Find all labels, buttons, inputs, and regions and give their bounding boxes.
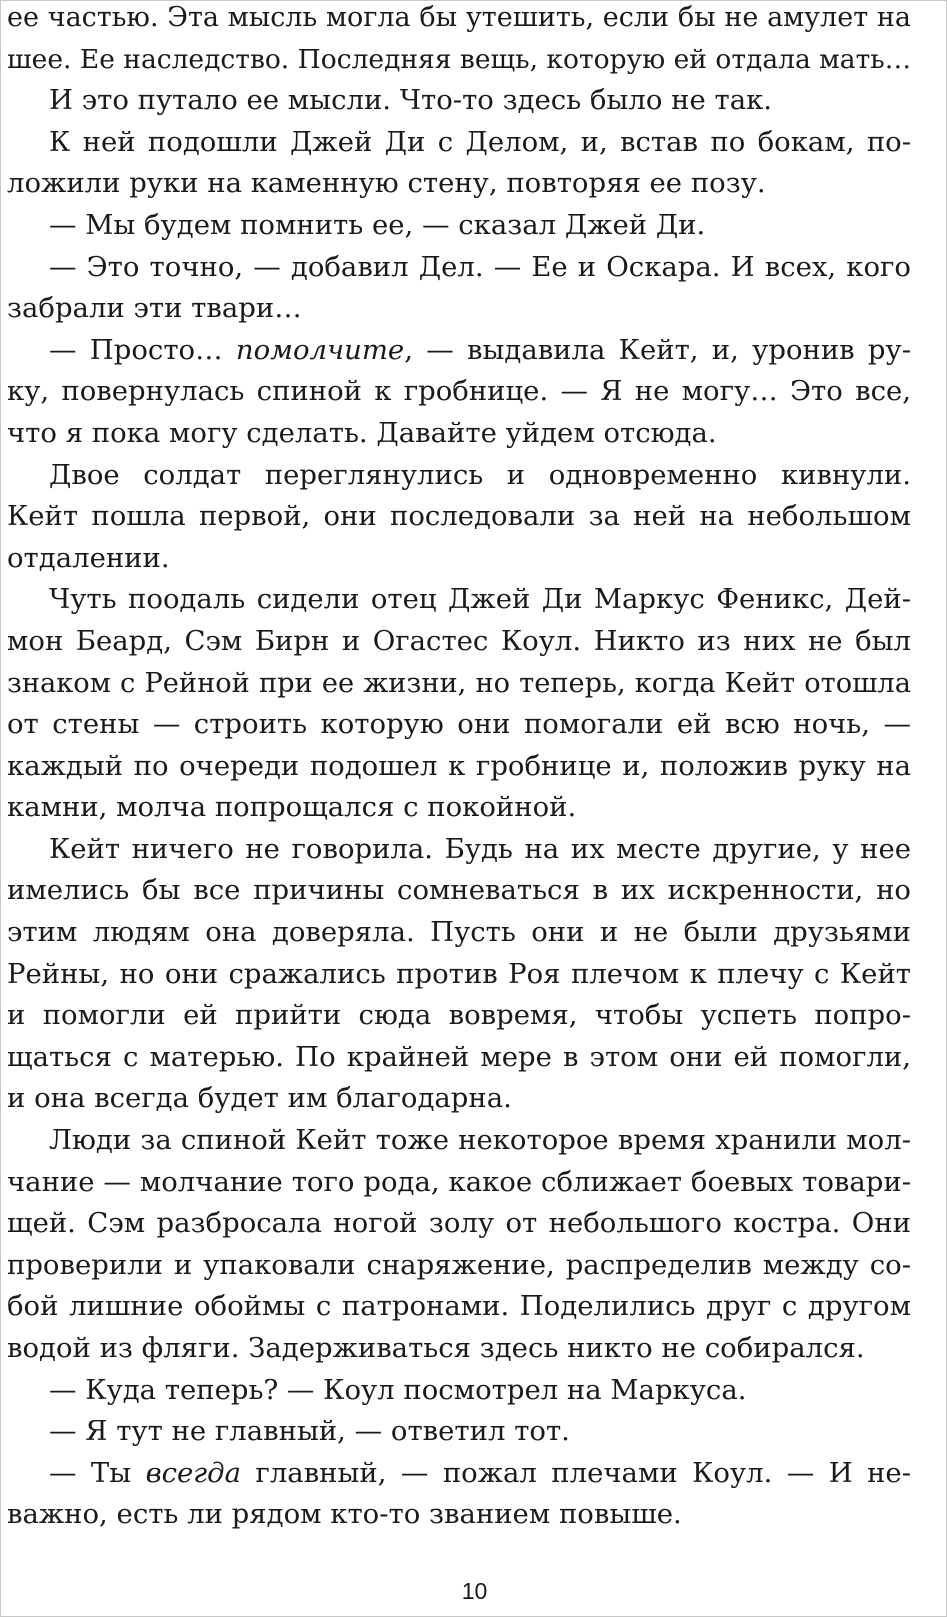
emphasis: всегда [145,1456,241,1489]
text-line: Люди за спиной Кейт тоже некоторое время хранили мол- [49,1124,911,1157]
text-line: — Ты всегда главный, — пожал плечами Коул. — И не- [49,1456,911,1489]
text-line: и помогли ей прийти сюда вовремя, чтобы успеть попро- [7,999,911,1032]
text-line: Рейны, но они сражались против Роя плечом к плечу с Кейт [7,957,911,990]
text-line: — Мы будем помнить ее, — сказал Джей Ди. [49,208,706,241]
text-line: ку, повернулась спиной к гробнице. — Я не могу… Это все, [7,375,911,408]
text-line: — Куда теперь? — Коул посмотрел на Маркуса. [49,1373,747,1406]
emphasis: помолчите [235,333,405,366]
text-line: шее. Ее наследство. Последняя вещь, которую ей отдала мать… [7,43,912,75]
text-line: каждый по очереди подошел к гробнице и, положив руку на [7,749,911,782]
text-line: щаться с матерью. По крайней мере в этом они ей помогли, [7,1040,911,1073]
text-line: Кейт пошла первой, они последовали за ней на небольшом [7,500,911,533]
text-line: Двое солдат переглянулись и одновременно кивнули. [49,458,911,491]
body-text [7,0,911,1536]
text-line: — Я тут не главный, — ответил тот. [49,1415,570,1448]
text-line: ложили руки на каменную стену, повторяя ее позу. [7,167,766,200]
text-line: знаком с Рейной при ее жизни, но теперь, когда Кейт отошла [7,667,911,699]
text-line: бой лишние обоймы с патронами. Поделились друг с другом [7,1290,911,1323]
text-line: мон Беард, Сэм Бирн и Огастес Коул. Никто из них не был [7,624,911,657]
text-line: этим людям она доверяла. Пусть они и не были друзьями [7,916,911,949]
text-line: Кейт ничего не говорила. Будь на их месте другие, у нее [49,832,911,865]
text-line: проверили и упаковали снаряжение, распределив между со- [7,1248,911,1281]
text-line: — Просто… помолчите, — выдавила Кейт, и, уронив ру- [49,333,912,366]
text-line: важно, есть ли рядом кто-то званием повыше. [7,1498,682,1531]
text-line: от стены — строить которую они помогали ей всю ночь, — [7,708,911,741]
text-line: чание — молчание того рода, какое сближает боевых товари- [7,1165,911,1198]
text-line: К ней подошли Джей Ди с Делом, и, встав по бокам, по- [49,125,911,158]
text-line: имелись бы все причины сомневаться в их искренности, но [7,874,911,907]
text-line: отдалении. [7,541,170,574]
text-line: и она всегда будет им благодарна. [7,1082,512,1115]
text-line: И это путало ее мысли. Что-то здесь было не так. [49,84,773,117]
text-line: забрали эти твари… [7,292,302,325]
text-line: камни, молча попрощался с покойной. [7,791,577,824]
text-line: Чуть поодаль сидели отец Джей Ди Маркус Феникс, Дей- [49,583,911,616]
text-line: водой из фляги. Задерживаться здесь никто не собирался. [7,1332,865,1364]
text-line: что я пока могу сделать. Давайте уйдем отсюда. [7,416,717,449]
text-line: — Это точно, — добавил Дел. — Ее и Оскара. И всех, кого [49,250,911,283]
text-line: щей. Сэм разбросала ногой золу от небольшого костра. Они [7,1207,911,1240]
text-line: ее частью. Эта мысль могла бы утешить, если бы не амулет на [7,2,911,33]
page-number: 10 [461,1578,488,1604]
